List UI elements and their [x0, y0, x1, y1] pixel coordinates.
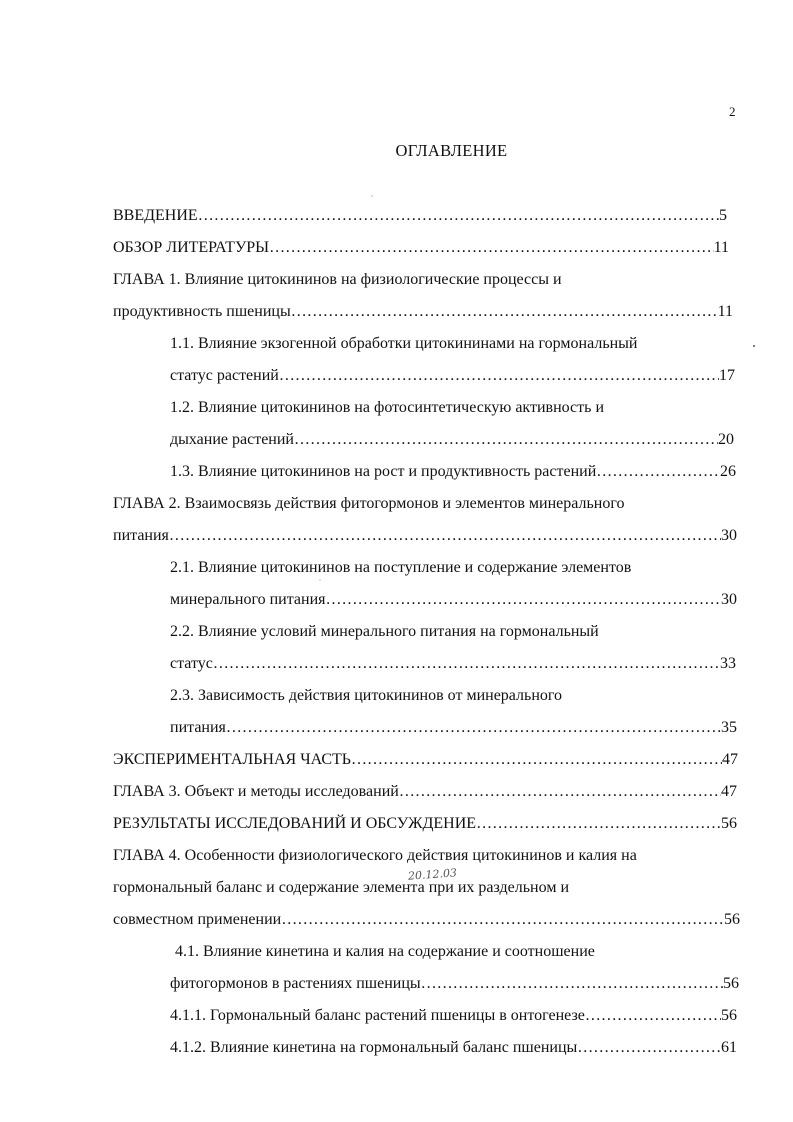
dot-leader: [291, 302, 718, 322]
page-number: 2: [729, 104, 736, 119]
toc-entry-text: питания: [113, 527, 169, 544]
toc-entry-text: питания: [170, 719, 226, 736]
toc-page-number: 61: [721, 1039, 737, 1056]
toc-entry-text: 1.3. Влияние цитокининов на рост и продуктивность растений: [170, 463, 597, 480]
toc-page-number: 56: [721, 1007, 737, 1024]
toc-page-number: 47: [721, 783, 737, 800]
toc-entry-4-1[interactable]: [170, 974, 739, 994]
toc-page-number: 20: [718, 431, 734, 448]
toc-entry-chapter1[interactable]: [113, 302, 733, 322]
dot-leader: [421, 974, 723, 994]
dot-leader: [198, 206, 719, 226]
handwritten-annotation: 20.12.03: [407, 866, 458, 883]
toc-title: ОГЛАВЛЕНИЕ: [395, 141, 508, 160]
toc-entry-1-2[interactable]: [170, 430, 734, 450]
dot-leader: [281, 910, 724, 930]
toc-page-number: 26: [720, 463, 736, 480]
dot-leader: [399, 782, 721, 802]
toc-page-number: 35: [721, 719, 737, 736]
toc-entry-text: статус растений: [170, 367, 279, 384]
toc-page-number: 47: [722, 751, 738, 768]
toc-page-number: 56: [721, 815, 737, 832]
toc-page-number: 5: [719, 207, 727, 224]
toc-entry-4-1-2[interactable]: [170, 1038, 737, 1058]
toc-entry-chapter2-line1: ГЛАВА 2. Взаимосвязь действия фитогормонов и элементов минерального: [113, 495, 625, 512]
toc-page-number: 56: [724, 911, 740, 928]
toc-entry-text: 4.1.1. Гормональный баланс растений пшеницы в онтогенезе: [170, 1007, 585, 1024]
toc-entry-literature-review[interactable]: [113, 238, 729, 258]
dot-leader: [213, 654, 720, 674]
dot-leader: [351, 750, 722, 770]
toc-page-number: 30: [721, 591, 737, 608]
toc-entry-text: ОБЗОР ЛИТЕРАТУРЫ: [113, 239, 270, 256]
dot-leader: [596, 462, 720, 482]
toc-entry-text: статус: [170, 655, 213, 672]
toc-page-number: 30: [721, 527, 737, 544]
toc-entry-text: продуктивность пшеницы: [113, 303, 291, 320]
toc-entry-results[interactable]: [113, 814, 737, 834]
toc-entry-experimental[interactable]: [113, 750, 738, 770]
dot-leader: [226, 718, 721, 738]
dot-leader: [279, 366, 719, 386]
toc-entry-2-2-line1: 2.2. Влияние условий минерального питания на гормональный: [170, 623, 599, 640]
scan-speck: [753, 345, 755, 347]
toc-entry-text: ГЛАВА 3. Объект и методы исследований: [113, 783, 399, 800]
toc-entry-4-1-line1: 4.1. Влияние кинетина и калия на содержание и соотношение: [175, 943, 595, 960]
toc-entry-1-1-line1: 1.1. Влияние экзогенной обработки цитокининами на гормональный: [170, 335, 638, 352]
dot-leader: [326, 590, 722, 610]
toc-entry-text: РЕЗУЛЬТАТЫ ИССЛЕДОВАНИЙ И ОБСУЖДЕНИЕ: [113, 815, 477, 832]
dot-leader: [269, 238, 713, 258]
toc-page-number: 17: [719, 367, 735, 384]
toc-entry-chapter4-line1: ГЛАВА 4. Особенности физиологического действия цитокининов и калия на: [113, 847, 637, 864]
toc-entry-1-2-line1: 1.2. Влияние цитокининов на фотосинтетическую активность и: [170, 399, 604, 416]
toc-entry-text: ЭКСПЕРИМЕНТАЛЬНАЯ ЧАСТЬ: [113, 751, 351, 768]
toc-entry-1-1[interactable]: [170, 366, 735, 386]
toc-entry-text: фитогормонов в растениях пшеницы: [170, 975, 421, 992]
toc-entry-1-3[interactable]: [170, 462, 736, 482]
toc-entry-chapter2[interactable]: [113, 526, 737, 546]
dot-leader: [577, 1038, 721, 1058]
toc-entry-2-1-line1: 2.1. Влияние цитокининов на поступление и содержание элементов: [170, 559, 632, 576]
dot-leader: [476, 814, 721, 834]
toc-page-number: 33: [720, 655, 736, 672]
toc-entry-4-1-1[interactable]: [170, 1006, 737, 1026]
scan-speck: [371, 195, 372, 196]
toc-entry-2-3-line1: 2.3. Зависимость действия цитокининов от минерального: [170, 687, 563, 704]
dot-leader: [169, 526, 721, 546]
toc-entry-2-3[interactable]: [170, 718, 737, 738]
toc-entry-text: ВВЕДЕНИЕ: [113, 207, 198, 224]
toc-entry-chapter4-line2: гормональный баланс и содержание элемента при их раздельном и: [113, 879, 569, 896]
toc-page-number: 11: [717, 303, 733, 320]
toc-entry-2-2[interactable]: [170, 654, 736, 674]
dot-leader: [585, 1006, 721, 1026]
scan-speck: [319, 579, 320, 580]
toc-entry-2-1[interactable]: [170, 590, 737, 610]
toc-entry-chapter4[interactable]: [113, 910, 740, 930]
toc-entry-introduction[interactable]: [113, 206, 727, 226]
toc-page-number: 56: [723, 975, 739, 992]
toc-entry-text: минерального питания: [170, 591, 326, 608]
dot-leader: [294, 430, 718, 450]
toc-entry-chapter3[interactable]: [113, 782, 737, 802]
toc-entry-text: дыхание растений: [170, 431, 294, 448]
toc-entry-text: 4.1.2. Влияние кинетина на гормональный баланс пшеницы: [170, 1039, 578, 1056]
toc-entry-chapter1-line1: ГЛАВА 1. Влияние цитокининов на физиологические процессы и: [113, 271, 562, 288]
toc-page-number: 11: [713, 239, 729, 256]
toc-entry-text: совместном применении: [113, 911, 282, 928]
